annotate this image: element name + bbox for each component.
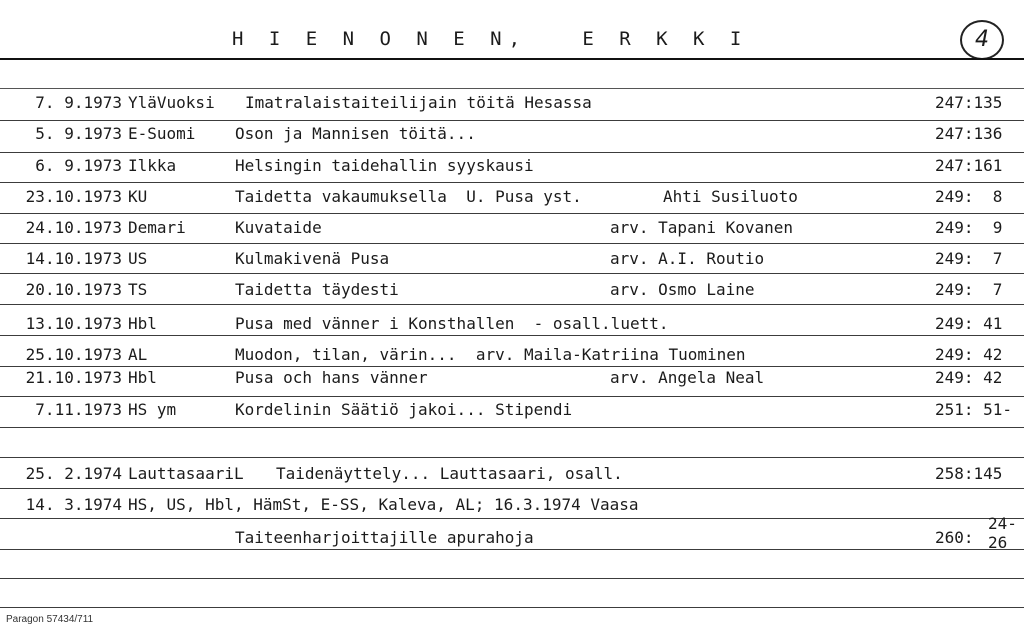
entry-source: TS: [128, 280, 148, 299]
entry-source: KU: [128, 187, 148, 206]
entry-title: Kordelinin Säätiö jakoi... Stipendi: [235, 400, 573, 419]
ruled-line: [0, 488, 1024, 489]
entry-source: E-Suomi: [128, 124, 196, 143]
entry-title: Taidetta vakaumuksella U. Pusa yst.: [235, 187, 582, 206]
ruled-line: [0, 304, 1024, 305]
entry-source: YläVuoksi: [128, 93, 215, 112]
entry-source: Ilkka: [128, 156, 177, 175]
entry-source: LauttasaariL: [128, 464, 244, 483]
card-entry: [0, 368, 1024, 392]
entry-title: Pusa och hans vänner: [235, 368, 428, 387]
entry-reference: 249: 9: [935, 218, 1003, 237]
entry-source: HS, US, Hbl, HämSt, E-SS, Kaleva, AL; 16.3.1974 Vaasa: [128, 495, 639, 514]
entry-reference: 247:161: [935, 156, 1003, 175]
card-entry: [0, 314, 1024, 338]
entry-date: 25. 2.1974: [25, 464, 122, 483]
entry-reference: 249: 7: [935, 280, 1003, 299]
card-entry: [0, 400, 1024, 424]
entry-date: 5. 9.1973: [35, 124, 122, 143]
ruled-line: [0, 182, 1024, 183]
card-entry: [0, 124, 1024, 148]
entry-critic: arv. Osmo Laine: [610, 280, 755, 299]
entry-source: US: [128, 249, 148, 268]
entry-title: Taidetta täydesti: [235, 280, 399, 299]
ruled-line: [0, 457, 1024, 458]
subheader-rule: [0, 88, 1024, 89]
entry-reference: 247:135: [935, 93, 1003, 112]
entry-title: Imatralaistaiteilijain töitä Hesassa: [245, 93, 592, 112]
card-entry: [0, 218, 1024, 242]
entry-date: 14. 3.1974: [25, 495, 122, 514]
entry-reference: 249: 41: [935, 314, 1003, 333]
entry-reference: 249: 42: [935, 368, 1003, 387]
entry-date: 24.10.1973: [25, 218, 122, 237]
ruled-line: [0, 273, 1024, 274]
header-rule: [0, 58, 1024, 60]
entry-title: Kulmakivenä Pusa: [235, 249, 390, 268]
entry-reference: 249: 42: [935, 345, 1003, 364]
entry-title: Taiteenharjoittajille apurahoja: [235, 528, 534, 547]
card-heading-name: H I E N O N E N, E R K K I: [232, 28, 749, 50]
entry-reference: 249: 8: [935, 187, 1003, 206]
ruled-line: [0, 120, 1024, 121]
card-entry: [0, 495, 1024, 519]
card-entry: [0, 156, 1024, 180]
card-number-circle: 4: [960, 20, 1004, 60]
entry-date: 7. 9.1973: [35, 93, 122, 112]
entry-source: Hbl: [128, 314, 157, 333]
entry-date: 23.10.1973: [25, 187, 122, 206]
entry-title: Kuvataide: [235, 218, 322, 237]
ruled-line: [0, 427, 1024, 428]
card-entry: [0, 93, 1024, 117]
entry-critic: Ahti Susiluoto: [663, 187, 798, 206]
entry-date: 20.10.1973: [25, 280, 122, 299]
entry-reference: 249: 7: [935, 249, 1003, 268]
entry-reference: 247:136: [935, 124, 1003, 143]
reference-page-range: 24- 26: [988, 514, 1017, 552]
ruled-line: [0, 213, 1024, 214]
card-entry: [0, 187, 1024, 211]
entry-date: 21.10.1973: [25, 368, 122, 387]
entry-reference: 260:: [935, 528, 974, 547]
entry-date: 13.10.1973: [25, 314, 122, 333]
card-entry: [0, 280, 1024, 304]
entry-title: Pusa med vänner i Konsthallen - osall.luett.: [235, 314, 669, 333]
entry-date: 25.10.1973: [25, 345, 122, 364]
entry-critic: arv. A.I. Routio: [610, 249, 765, 268]
entry-title: Taidenäyttely... Lauttasaari, osall.: [276, 464, 623, 483]
entry-source: AL: [128, 345, 148, 364]
entry-critic: arv. Tapani Kovanen: [610, 218, 794, 237]
ruled-line: [0, 607, 1024, 608]
entry-date: 6. 9.1973: [35, 156, 122, 175]
entry-title: Helsingin taidehallin syyskausi: [235, 156, 534, 175]
card-entry: [0, 464, 1024, 488]
entry-source: HS ym: [128, 400, 177, 419]
card-entry: [0, 249, 1024, 273]
ruled-line: [0, 243, 1024, 244]
entry-source: Hbl: [128, 368, 157, 387]
card-print-mark: Paragon 57434/711: [6, 614, 94, 625]
entry-date: 7.11.1973: [35, 400, 122, 419]
entry-reference: 258:145: [935, 464, 1003, 483]
ruled-line: [0, 578, 1024, 579]
entry-date: 14.10.1973: [25, 249, 122, 268]
card-entry: [0, 528, 1024, 552]
card-entry: [0, 345, 1024, 369]
ruled-line: [0, 152, 1024, 153]
entry-source: Demari: [128, 218, 186, 237]
ruled-line: [0, 396, 1024, 397]
entry-reference: 251: 51-: [935, 400, 1013, 419]
entry-title: Oson ja Mannisen töitä...: [235, 124, 476, 143]
entry-critic: arv. Angela Neal: [610, 368, 765, 387]
entry-title: Muodon, tilan, värin... arv. Maila-Katriina Tuominen: [235, 345, 746, 364]
